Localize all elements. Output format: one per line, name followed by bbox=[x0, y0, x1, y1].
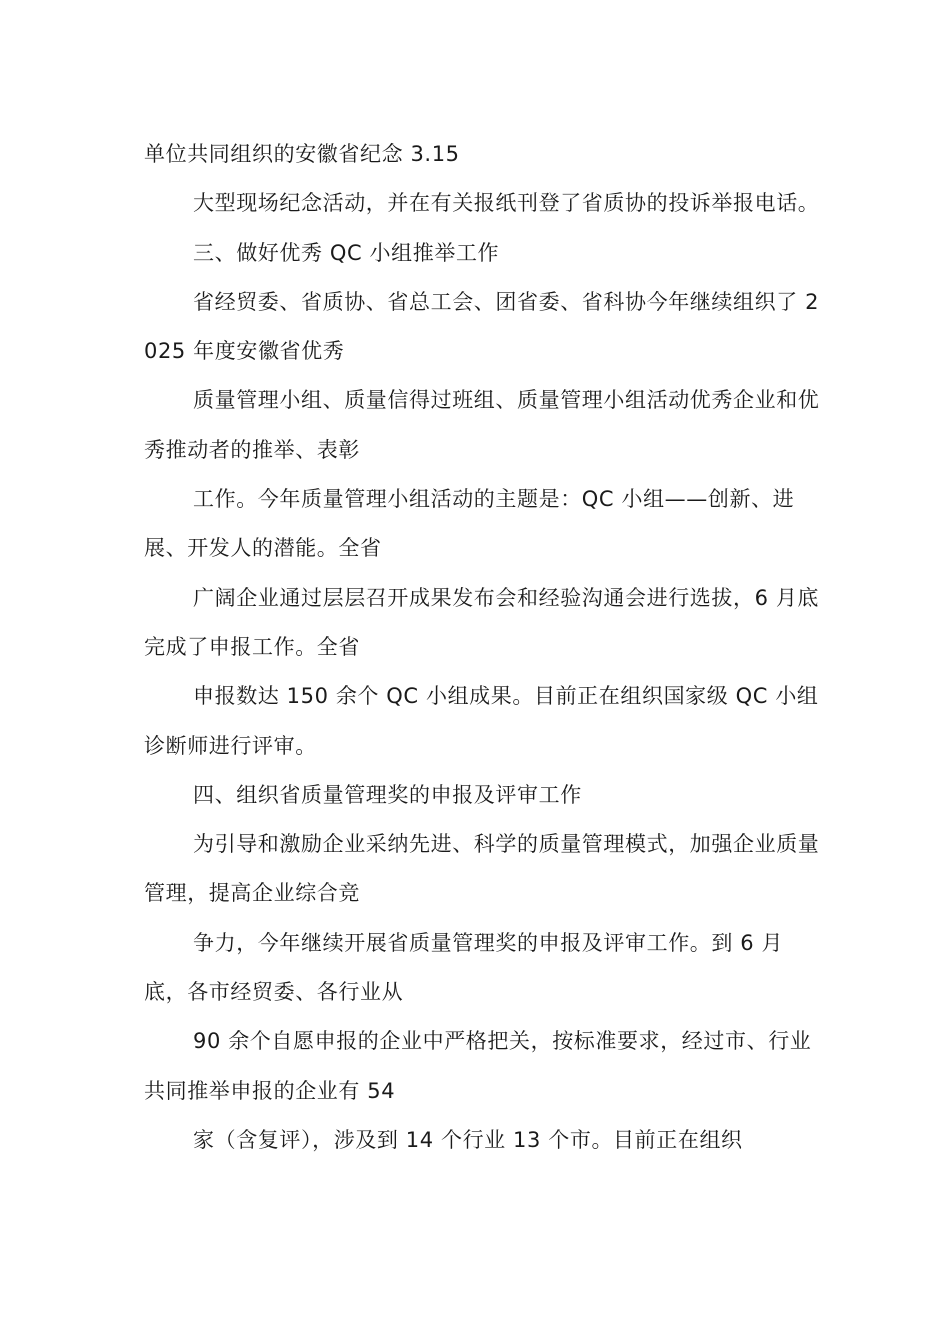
paragraph: 申报数达 150 余个 QC 小组成果。目前正在组织国家级 QC 小组诊断师进行评审。 bbox=[144, 684, 819, 758]
paragraph: 为引导和激励企业采纳先进、科学的质量管理模式，加强企业质量管理，提高企业综合竞 bbox=[144, 832, 820, 906]
document-body bbox=[144, 130, 824, 1165]
paragraph: 90 余个自愿申报的企业中严格把关，按标准要求，经过市、行业共同推举申报的企业有 54 bbox=[144, 1029, 812, 1103]
paragraph: 广阔企业通过层层召开成果发布会和经验沟通会进行选拔，6 月底完成了申报工作。全省 bbox=[144, 585, 820, 659]
paragraph: 家（含复评），涉及到 14 个行业 13 个市。目前正在组织 bbox=[193, 1127, 743, 1152]
paragraph: 工作。今年质量管理小组活动的主题是：QC 小组——创新、进展、开发人的潜能。全省 bbox=[144, 487, 795, 561]
paragraph: 单位共同组织的安徽省纪念 3.15 bbox=[144, 142, 460, 166]
paragraph: 省经贸委、省质协、省总工会、团省委、省科协今年继续组织了 2025 年度安徽省优秀 bbox=[144, 289, 820, 364]
paragraph: 三、做好优秀 QC 小组推举工作 bbox=[193, 240, 500, 265]
paragraph: 争力，今年继续开展省质量管理奖的申报及评审工作。到 6 月底，各市经贸委、各行业从 bbox=[144, 930, 784, 1005]
paragraph: 四、组织省质量管理奖的申报及评审工作 bbox=[193, 782, 582, 807]
paragraph: 质量管理小组、质量信得过班组、质量管理小组活动优秀企业和优秀推动者的推举、表彰 bbox=[144, 388, 820, 462]
paragraph: 大型现场纪念活动，并在有关报纸刊登了省质协的投诉举报电话。 bbox=[193, 191, 820, 216]
